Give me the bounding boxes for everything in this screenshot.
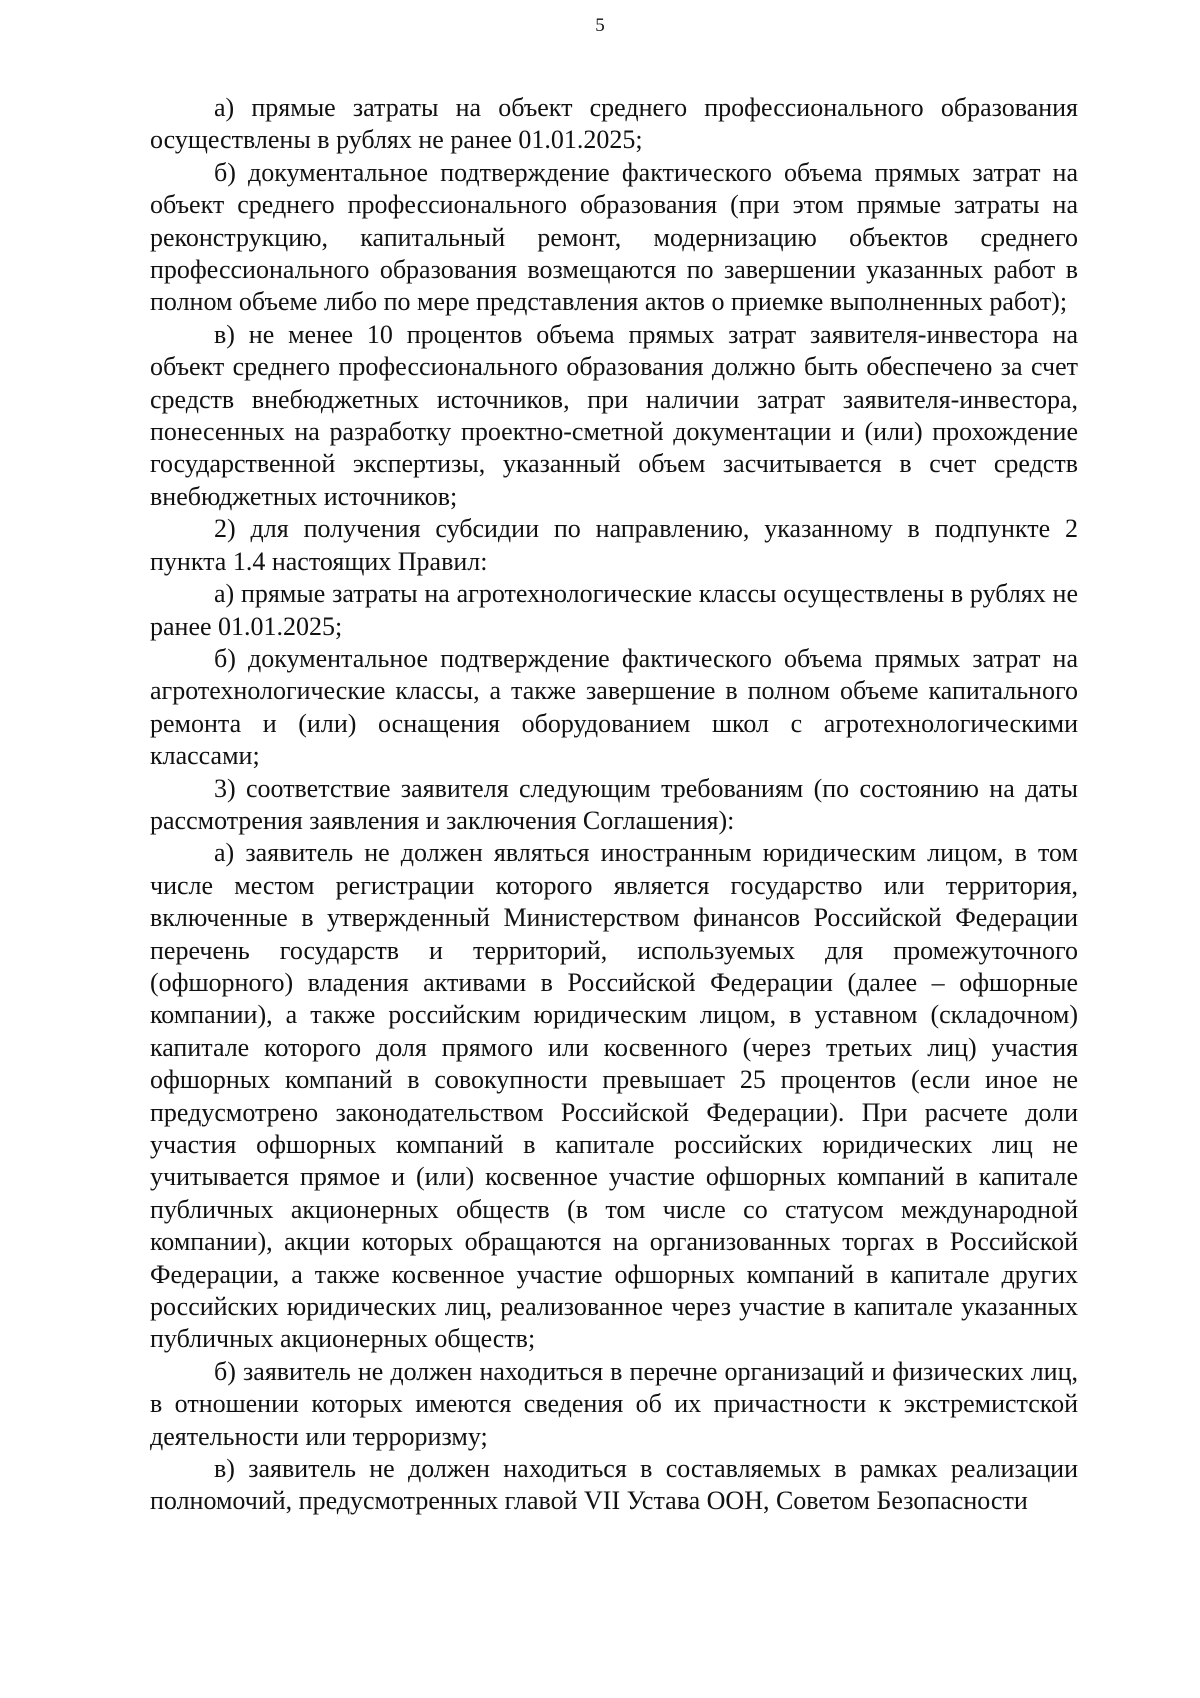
paragraph-3b: б) заявитель не должен находиться в перечне организаций и физических лиц, в отношении которых имеются сведения об их причастности к экстремистской деятельности или терроризму; [150, 1356, 1078, 1451]
paragraph-3c: в) заявитель не должен находиться в составляемых в рамках реализации полномочий, предусмотренных главой VII Устава ООН, Советом Безопасности [150, 1454, 1078, 1516]
paragraph-1b: б) документальное подтверждение фактического объема прямых затрат на объект среднего профессионального образования (при этом прямые затраты на реконструкцию, капитальный ремонт, модернизацию объектов среднего профессионального образования возмещаются по завершении указанных работ в полном объеме либо по мере представления актов о приемке выполненных работ); [150, 157, 1078, 317]
document-body [150, 92, 1078, 1518]
page-number: 5 [595, 15, 605, 36]
paragraph-1a: а) прямые затраты на объект среднего профессионального образования осуществлены в рублях не ранее 01.01.2025; [150, 93, 1078, 155]
paragraph-2b: б) документальное подтверждение фактического объема прямых затрат на агротехнологические классы, а также завершение в полном объеме капитального ремонта и (или) оснащения оборудованием школ с агротехнологическими классами; [150, 643, 1078, 771]
paragraph-2a: а) прямые затраты на агротехнологические классы осуществлены в рублях не ранее 01.01.2025; [150, 579, 1078, 641]
paragraph-1c: в) не менее 10 процентов объема прямых затрат заявителя-инвестора на объект среднего профессионального образования должно быть обеспечено за счет средств внебюджетных источников, при наличии затрат заявителя-инвестора, понесенных на разработку проектно-сметной документации и (или) прохождение государственной экспертизы, указанный объем засчитывается в счет средств внебюджетных источников; [150, 319, 1078, 511]
paragraph-3: 3) соответствие заявителя следующим требованиям (по состоянию на даты рассмотрения заявления и заключения Соглашения): [150, 773, 1078, 835]
paragraph-3a: а) заявитель не должен являться иностранным юридическим лицом, в том числе местом регистрации которого является государство или территория, включенные в утвержденный Министерством финансов Российской Федерации перечень государств и территорий, используемых для промежуточного (офшорного) владения активами в Российской Федерации (далее – офшорные компании), а также российским юридическим лицом, в уставном (складочном) капитале которого доля прямого или косвенного (через третьих лиц) участия офшорных компаний в совокупности превышает 25 процентов (если иное не предусмотрено законодательством Российской Федерации). При расчете доли участия офшорных компаний в капитале российских юридических лиц не учитывается прямое и (или) косвенное участие офшорных компаний в капитале публичных акционерных обществ (в том числе со статусом международной компании), акции которых обращаются на организованных торгах в Российской Федерации, а также косвенное участие офшорных компаний в капитале других российских юридических лиц, реализованное через участие в капитале указанных публичных акционерных обществ; [150, 838, 1078, 1354]
paragraph-2: 2) для получения субсидии по направлению, указанному в подпункте 2 пункта 1.4 настоящих Правил: [150, 514, 1078, 576]
